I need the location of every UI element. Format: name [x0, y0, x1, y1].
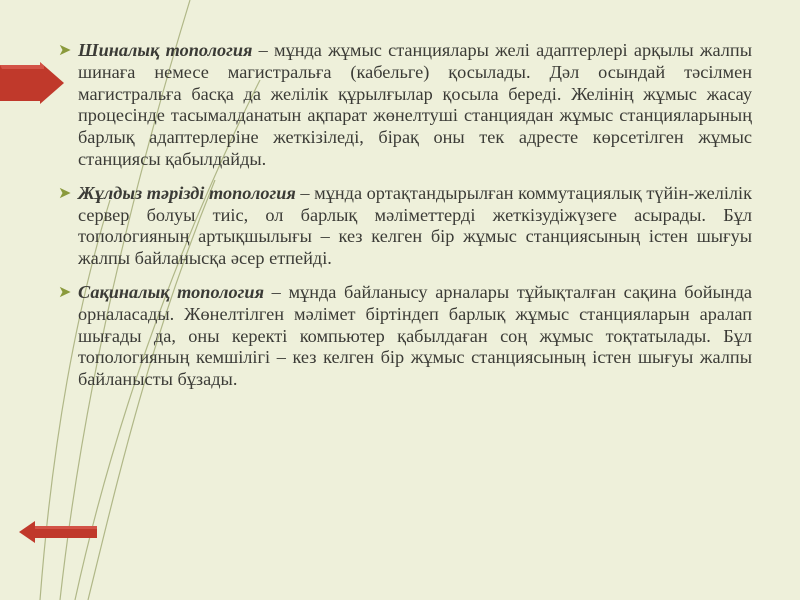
description-star-topology: – мұнда ортақтандырылған коммутациялық түйін-желілік сервер болуы тиіс, ол барлық мәліметтерді жеткізудіжүзеге асырады. Бұл топологияның артықшылығы – кез келген бір жұмыс станциясының істен шығуы жалпы байланысқа әсер етпейді.	[78, 182, 752, 269]
term-ring-topology: Сақиналық топология	[78, 281, 265, 302]
paragraph-star-topology	[58, 183, 752, 270]
arrowhead-bullet-icon: ➤	[58, 184, 72, 202]
paragraph-bus-topology	[58, 40, 752, 171]
description-bus-topology: – мұнда жұмыс станциялары желі адаптерлері арқылы жалпы шинаға немесе магистральға (кабельге) қосылады. Дәл осындай тәсілмен магистральға басқа да желілік құрылғылар қосыла береді. Желінің жұмыс жасау процесінде тасымалданатын ақпарат жөнелтуші станциядан жұмыс станцияларының барлық адаптерлеріне жеткізіледі, бірақ оны тек адресте көрсетілген жұмыс станциясы қабылдайды.	[78, 40, 752, 169]
arrowhead-bullet-icon: ➤	[58, 283, 72, 301]
description-ring-topology: – мұнда байланысу арналары тұйықталған сақина бойында орналасады. Жөнелтілген мәлімет біртіндеп барлық жұмыс станцияларын аралап шығады да, оны керекті компьютер қабылдаған соң жұмыс тоқтатылады. Бұл топологияның кемшілігі – кез келген бір жұмыс станциясының істен шығуы жалпы байланысты бұзады.	[78, 281, 752, 390]
red-right-arrow-icon	[0, 62, 64, 104]
slide-body	[58, 40, 752, 403]
term-bus-topology: Шиналық топология	[78, 40, 253, 60]
arrowhead-bullet-icon: ➤	[58, 42, 72, 59]
term-star-topology: Жұлдыз тәрізді топология	[78, 182, 296, 203]
paragraph-ring-topology	[58, 282, 752, 391]
red-left-arrow-icon	[19, 521, 97, 543]
